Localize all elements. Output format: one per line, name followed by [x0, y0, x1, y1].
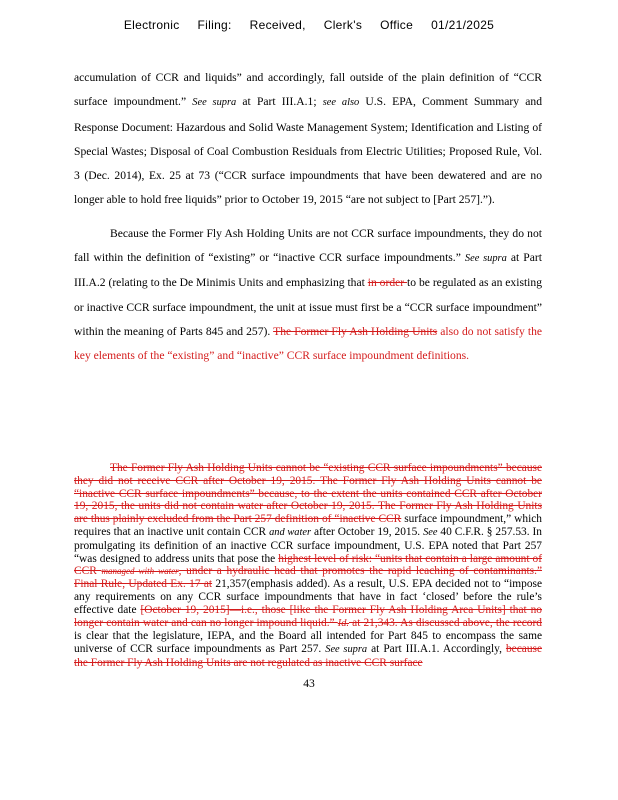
p2-deleted-in-order: in order [367, 276, 408, 290]
p3-deleted-id: Id. [337, 617, 350, 629]
paragraph-2 [74, 222, 542, 369]
p3-text-2: after October 19, 2015. [311, 525, 424, 538]
p1-see-also: see also [322, 97, 360, 109]
p1-text-3: U.S. EPA, Comment Summary and Response Document: Hazardous and Solid Waste Management System; Identification and Listing of Special Wastes; Disposal of Coal Combustion Residuals from Electric Utilities; Proposed Rule, Vol. 3 (Dec. 2014), Ex. 25 at 73 (“CCR surface impoundments that have been dewatered and are no longer able to hold free liquids” prior to October 19, 2015 “are not subject to [Part 257].”). [74, 95, 542, 207]
redline-paragraph [74, 462, 542, 670]
p3-text-1: surface impoundment,” which requires that an inactive unit contain CCR [74, 513, 542, 538]
p2-text-1: Because the Former Fly Ash Holding Units are not CCR surface impoundments, they do not fall within the definition of “existing” or “inactive CCR surface impoundments.” [74, 226, 542, 265]
p3-and-water: and water [269, 526, 312, 538]
p3-text-5: is clear that the legislature, IEPA, and the Board all intended for Part 845 to encompass the same universe of CCR surface impoundments as Part 257. [74, 630, 542, 656]
p3-deleted-3: [October 19, 2015]—i.e., those [like the Former Fly Ash Holding Area Units] that no longer contain water and can no longer impound liquid.” [74, 603, 542, 629]
p3-deleted-3b: at 21,343. As discussed above, the record [349, 616, 542, 629]
p3-see: See [423, 526, 438, 538]
p2-text-2: at Part III.A.2 (relating to the De Minimis Units and emphasizing that [74, 251, 542, 290]
paragraph-1 [74, 66, 542, 213]
header-electronic: Electronic [123, 18, 180, 32]
header-received: Received, [249, 18, 306, 32]
p3-text-4: 21,357(emphasis added). As a result, U.S. EPA decided not to “impose any requirements on any CCR surface impoundments that have in fact ‘closed’ before the rule’s effective date [74, 578, 543, 616]
header-clerks: Clerk's [323, 18, 363, 32]
p3-deleted-2b: , under a hydraulic head that promotes the rapid leaching of contaminants.” Final Rule, Updated Ex. 17 at [74, 565, 543, 591]
p3-see-supra: See supra [325, 644, 368, 656]
p1-see-supra: See supra [192, 97, 237, 109]
p3-deleted-1: The Former Fly Ash Holding Units cannot be “existing CCR surface impoundments” because they did not receive CCR after October 19, 2015. The Former Fly Ash Holding Units cannot be “inactive CCR surface impoundments” because, to the extent the units contained CCR after October 19, 2015, the units did not contain water after October 19, 2015. The Former Fly Ash Holding Units are thus plainly excluded from the Part 257 definition of “inactive CCR [74, 462, 542, 526]
p3-deleted-4: because the Former Fly Ash Holding Units are not regulated as inactive CCR surface [74, 643, 542, 669]
p2-deleted-text: The Former Fly Ash Holding Units [273, 324, 438, 338]
p2-see-supra: See supra [464, 253, 507, 265]
p1-text-1: accumulation of CCR and liquids” and accordingly, fall outside of the plain definition of “CCR surface impoundment.” [74, 71, 542, 109]
p2-inserted-text: also do not satisfy the key elements of the “existing” and “inactive” CCR surface impoundment definitions. [74, 324, 543, 363]
document-body [74, 66, 542, 369]
header-office: Office [380, 18, 414, 32]
p3-deleted-2: highest level of risk: “units that contain a large amount of CCR [74, 552, 542, 578]
filing-header [0, 18, 618, 32]
p3-text-6: at Part III.A.1. Accordingly, [367, 643, 506, 656]
p3-deleted-managed-with-water: managed with water [101, 566, 179, 577]
p2-text-3: to be regulated as an existing or inactive CCR surface impoundment, the unit at issue must first be a “CCR surface impoundment” within the meaning of Parts 845 and 257). [74, 276, 542, 338]
page-number: 43 [303, 677, 315, 690]
header-date: 01/21/2025 [431, 18, 495, 32]
p1-text-2: at Part III.A.1; [236, 95, 323, 109]
paragraph-3 [74, 462, 542, 670]
header-filing: Filing: [197, 18, 232, 32]
p3-text-3: 40 C.F.R. § 257.53. In promulgating its definition of an inactive CCR surface impoundment, U.S. EPA noted that Part 257 “was designed to address units that pose the [74, 525, 543, 565]
